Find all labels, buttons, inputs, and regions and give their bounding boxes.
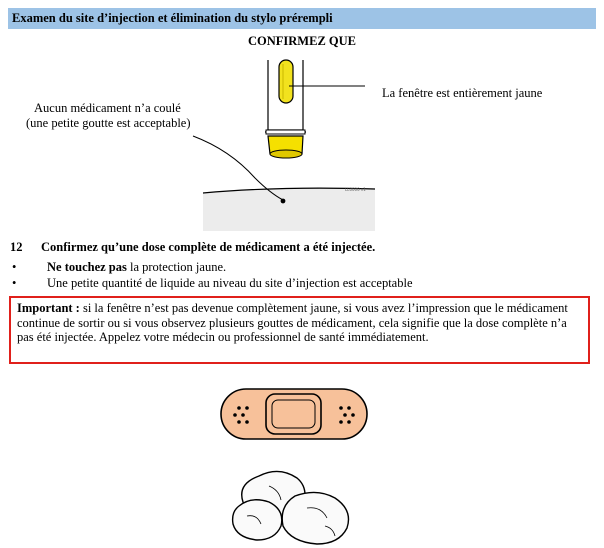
bullet-glyph: • [12, 260, 17, 274]
important-callout [9, 296, 590, 364]
step-number: 12 [10, 240, 23, 254]
section-header [8, 8, 596, 29]
label-window-yellow: La fenêtre est entièrement jaune [382, 86, 543, 100]
important-label: Important : [17, 301, 80, 315]
bullet-text: la protection jaune. [126, 260, 227, 274]
figure-heading: CONFIRMEZ QUE [248, 34, 356, 48]
label-no-leak-line1: Aucun médicament n’a coulé [34, 101, 181, 115]
pen-window [279, 60, 293, 103]
important-text [17, 301, 582, 345]
pen-icon [265, 60, 306, 158]
pen-injection-illustration [0, 50, 604, 240]
important-body: si la fenêtre n’est pas devenue complètement jaune, si vous avez l’impression que le médicament continue de sortir ou si vous observez plusieurs gouttes de médicament, cela signifie que la dose complète n’a pas été injectée. Appelez votre médecin ou professionnel de santé immédiatement. [17, 301, 568, 344]
section-title: Examen du site d’injection et élimination du stylo prérempli [12, 11, 333, 25]
bullet-bold: Ne touchez pas [47, 260, 127, 274]
bullet-text: Une petite quantité de liquide au niveau du site d’injection est acceptable [47, 276, 413, 290]
bullet-glyph: • [12, 276, 17, 290]
label-no-leak-line2: (une petite goutte est acceptable) [26, 116, 191, 130]
step-title: Confirmez qu’une dose complète de médicament a été injectée. [41, 240, 376, 254]
svg-text:LL0000 v1: LL0000 v1 [345, 187, 366, 192]
bandage-icon [219, 387, 369, 443]
bullet-item [47, 260, 226, 275]
cotton-balls-icon [229, 466, 359, 546]
bullet-item [47, 276, 413, 291]
